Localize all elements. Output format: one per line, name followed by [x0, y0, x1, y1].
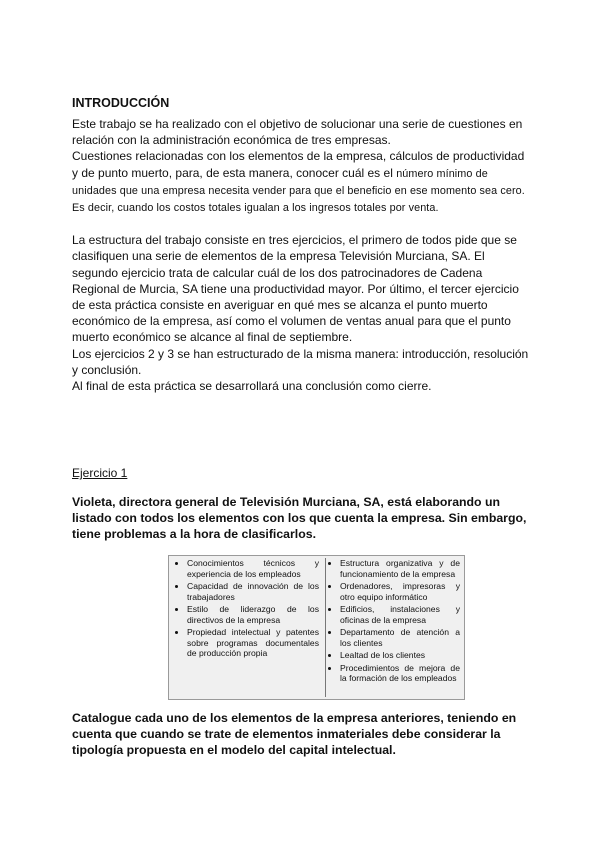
element-list-item: • Capacidad de innovación de los trabajadores	[187, 581, 323, 602]
intro-paragraph-5: Al final de esta práctica se desarrollará una conclusión como cierre.	[72, 379, 432, 394]
paragraph-gap	[72, 216, 532, 232]
intro-paragraph-4: Los ejercicios 2 y 3 se han estructurado de la misma manera: introducción, resolución y conclusión.	[72, 346, 529, 377]
intro-paragraph-2	[72, 148, 532, 216]
section-heading: INTRODUCCIÓN	[72, 96, 170, 110]
element-list-item: • Departamento de atención a los clientes	[340, 627, 464, 648]
intro-paragraph-2-small: número mínimo de unidades que una empresa necesita vender para que el beneficio en ese momento sea cero. Es decir, cuando los costos totales igualan a los ingresos totales por venta.	[72, 167, 525, 215]
intro-paragraph-2-main: Cuestiones relacionadas con los elementos de la empresa, cálculos de productividad y de punto muerto, para, de esta manera, conocer cuál es el	[72, 149, 525, 180]
element-list-item: • Ordenadores, impresoras y otro equipo informático	[340, 581, 464, 602]
elements-table-image	[168, 555, 465, 700]
element-list-item: • Conocimientos técnicos y experiencia de los empleados	[187, 558, 323, 579]
exercise-statement: Violeta, directora general de Televisión Murciana, SA, está elaborando un listado con todos los elementos con los que cuenta la empresa. Sin embargo, tiene problemas a la hora de clasificarlos.	[72, 495, 527, 541]
element-list-item: • Edificios, instalaciones y oficinas de la empresa	[340, 604, 464, 625]
intro-paragraph-3: La estructura del trabajo consiste en tres ejercicios, el primero de todos pide que se clasifiquen una serie de elementos de la empresa Televisión Murciana, SA. El segundo ejercicio trata de calcular cuál de los dos patrocinadores de Cadena Regional de Murcia, SA tiene una productividad mayor. Por último, el tercer ejercicio de esta práctica consiste en averiguar en qué mes se alcanza el punto muerto económico de la empresa, así como el volumen de ventas anual para que el punto muerto económico se alcance al final de septiembre.	[72, 233, 519, 345]
exercise-question: Catalogue cada uno de los elementos de la empresa anteriores, teniendo en cuenta que cuando se trate de elementos inmateriales debe considerar la tipología propuesta en el modelo del capital intelectual.	[72, 711, 517, 757]
intro-paragraph-1: Este trabajo se ha realizado con el objetivo de solucionar una serie de cuestiones en relación con la administración económica de tres empresas.	[72, 117, 523, 148]
element-list-item: • Propiedad intelectual y patentes sobre programas documentales de producción propia	[187, 627, 323, 659]
element-list-item: • Lealtad de los clientes	[340, 650, 464, 661]
elements-left-column	[173, 558, 323, 661]
element-list-item: • Estilo de liderazgo de los directivos de la empresa	[187, 604, 323, 625]
exercise-title: Ejercicio 1	[72, 466, 128, 480]
elements-right-column	[325, 558, 464, 697]
element-list-item: • Procedimientos de mejora de la formación de los empleados	[340, 663, 464, 684]
introduction-body	[72, 116, 532, 394]
elements-right-list	[326, 558, 464, 684]
element-list-item: • Estructura organizativa y de funcionamiento de la empresa	[340, 558, 464, 579]
elements-left-list	[173, 558, 323, 659]
